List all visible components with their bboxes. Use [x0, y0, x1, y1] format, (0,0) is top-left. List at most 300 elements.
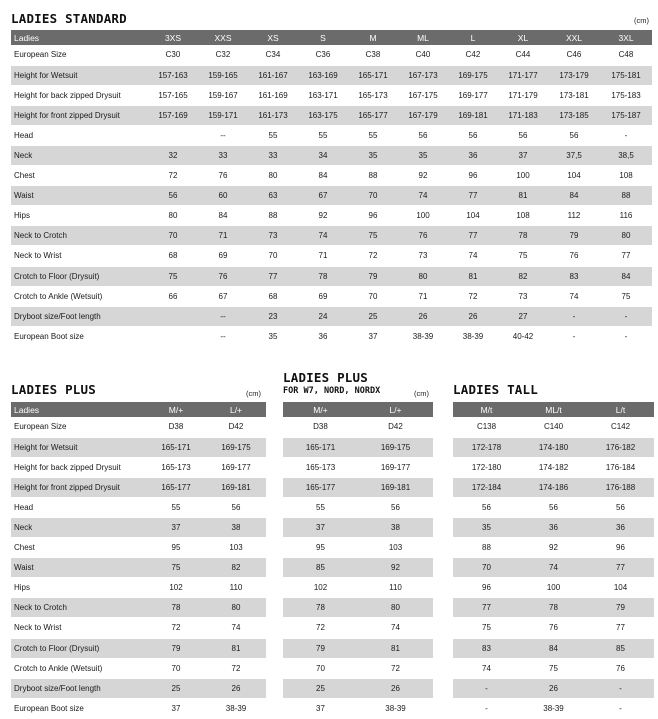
table-cell [148, 125, 198, 145]
table-cell [148, 326, 198, 346]
ladies-standard-title: LADIES STANDARD [11, 11, 127, 26]
table-cell: 67 [298, 186, 348, 206]
table-cell: 26 [398, 306, 448, 326]
column-header: XXS [198, 30, 248, 45]
table-cell: - [600, 125, 652, 145]
table-cell: 35 [248, 326, 298, 346]
table-row [11, 286, 652, 306]
table-cell: 165-173 [283, 457, 358, 477]
table-row [283, 477, 433, 497]
table-cell: - [600, 326, 652, 346]
table-cell: - [587, 698, 654, 718]
table-cell: 38,5 [600, 145, 652, 165]
table-cell: 76 [198, 166, 248, 186]
table-cell: 165-171 [146, 437, 206, 457]
row-label: Height for Wetsuit [11, 65, 148, 85]
table-row [11, 437, 266, 457]
table-cell: 169-177 [448, 85, 498, 105]
table-cell: - [453, 698, 520, 718]
table-cell: 165-177 [348, 105, 398, 125]
table-cell: 81 [498, 186, 548, 206]
table-cell: 37 [498, 145, 548, 165]
table-row [11, 538, 266, 558]
ladies-plus-unit: (cm) [246, 389, 261, 398]
table-cell: 165-171 [348, 65, 398, 85]
table-cell: 40-42 [498, 326, 548, 346]
table-cell: 56 [148, 186, 198, 206]
table-cell: 56 [398, 125, 448, 145]
table-cell: 116 [600, 206, 652, 226]
column-header: XS [248, 30, 298, 45]
table-cell: 26 [206, 678, 266, 698]
table-row [11, 698, 266, 718]
table-cell: 157-169 [148, 105, 198, 125]
table-cell: 56 [520, 497, 587, 517]
table-cell: 167-179 [398, 105, 448, 125]
table-cell: 78 [298, 266, 348, 286]
table-cell: 70 [348, 286, 398, 306]
column-header: XL [498, 30, 548, 45]
row-label: Height for front zipped Drysuit [11, 105, 148, 125]
table-cell: C42 [448, 45, 498, 65]
row-label: Neck to Wrist [11, 246, 148, 266]
table-cell: 161-167 [248, 65, 298, 85]
table-cell: 163-175 [298, 105, 348, 125]
table-cell: 78 [283, 598, 358, 618]
table-row [283, 558, 433, 578]
table-cell: 23 [248, 306, 298, 326]
table-cell: 84 [548, 186, 600, 206]
table-cell: 33 [198, 145, 248, 165]
row-label: Crotch to Ankle (Wetsuit) [11, 658, 146, 678]
table-cell: 60 [198, 186, 248, 206]
table-cell: 157-163 [148, 65, 198, 85]
table-cell: 66 [148, 286, 198, 306]
column-header: L [448, 30, 498, 45]
row-label: European Boot size [11, 698, 146, 718]
table-cell: 72 [448, 286, 498, 306]
table-cell: 55 [146, 497, 206, 517]
table-cell: 74 [358, 618, 433, 638]
table-cell: 104 [548, 166, 600, 186]
table-cell: D42 [206, 417, 266, 437]
table-cell: 73 [498, 286, 548, 306]
table-cell: D38 [283, 417, 358, 437]
row-label: European Boot size [11, 326, 148, 346]
table-cell: C38 [348, 45, 398, 65]
table-cell: 163-171 [298, 85, 348, 105]
table-cell: 55 [248, 125, 298, 145]
table-cell: 84 [198, 206, 248, 226]
row-label: Dryboot size/Foot length [11, 306, 148, 326]
table-cell: 76 [398, 226, 448, 246]
table-cell: 92 [358, 558, 433, 578]
table-row [283, 678, 433, 698]
table-cell: 81 [206, 638, 266, 658]
column-header: ML/t [520, 402, 587, 417]
table-cell: 92 [520, 538, 587, 558]
table-cell: 171-183 [498, 105, 548, 125]
table-cell: 174-182 [520, 457, 587, 477]
table-cell: 172-184 [453, 477, 520, 497]
table-row [453, 497, 654, 517]
table-row [11, 65, 652, 85]
table-cell: 70 [453, 558, 520, 578]
header-row [11, 402, 266, 417]
table-cell: 71 [298, 246, 348, 266]
table-cell: - [453, 678, 520, 698]
table-row [11, 658, 266, 678]
table-cell: 88 [600, 186, 652, 206]
table-cell: 36 [587, 517, 654, 537]
column-header: Ladies [11, 30, 148, 45]
table-cell: C138 [453, 417, 520, 437]
table-cell: 176-182 [587, 437, 654, 457]
table-cell: 169-175 [358, 437, 433, 457]
table-cell: 159-167 [198, 85, 248, 105]
table-cell: 36 [448, 145, 498, 165]
table-cell: 77 [248, 266, 298, 286]
row-label: Waist [11, 558, 146, 578]
table-cell: 167-173 [398, 65, 448, 85]
table-cell: 77 [453, 598, 520, 618]
table-cell: 110 [358, 578, 433, 598]
row-label: Height for back zipped Drysuit [11, 85, 148, 105]
column-header: 3XL [600, 30, 652, 45]
table-cell: 176-188 [587, 477, 654, 497]
ladies-plus-nord-table [283, 402, 433, 719]
table-cell: 175-183 [600, 85, 652, 105]
table-cell: - [587, 678, 654, 698]
table-cell: 63 [248, 186, 298, 206]
table-row [283, 698, 433, 718]
table-row [453, 658, 654, 678]
table-row [453, 417, 654, 437]
table-row [453, 437, 654, 457]
table-cell: - [600, 306, 652, 326]
table-cell: 169-181 [358, 477, 433, 497]
table-cell: 55 [348, 125, 398, 145]
ladies-plus-title: LADIES PLUS [11, 382, 96, 397]
table-cell: 80 [206, 598, 266, 618]
table-cell: D42 [358, 417, 433, 437]
table-cell: 35 [453, 517, 520, 537]
table-row [11, 125, 652, 145]
row-label: European Size [11, 417, 146, 437]
table-cell: 159-171 [198, 105, 248, 125]
table-cell: 169-175 [448, 65, 498, 85]
table-cell: 72 [148, 166, 198, 186]
table-cell: 35 [398, 145, 448, 165]
row-label: Dryboot size/Foot length [11, 678, 146, 698]
table-row [11, 186, 652, 206]
table-row [283, 437, 433, 457]
table-cell: 36 [298, 326, 348, 346]
table-cell: 56 [358, 497, 433, 517]
table-cell: 171-179 [498, 85, 548, 105]
table-cell: 96 [453, 578, 520, 598]
table-cell: 25 [348, 306, 398, 326]
table-cell: 102 [146, 578, 206, 598]
table-cell: 56 [206, 497, 266, 517]
row-label: Neck [11, 145, 148, 165]
table-row [11, 497, 266, 517]
table-row [453, 578, 654, 598]
table-cell: 70 [283, 658, 358, 678]
table-cell: 174-186 [520, 477, 587, 497]
table-cell: 37 [348, 326, 398, 346]
table-row [453, 678, 654, 698]
row-label: Hips [11, 578, 146, 598]
table-row [283, 538, 433, 558]
table-cell: 25 [146, 678, 206, 698]
table-cell: 84 [298, 166, 348, 186]
table-row [11, 45, 652, 65]
table-cell: D38 [146, 417, 206, 437]
table-row [453, 598, 654, 618]
table-cell: 72 [358, 658, 433, 678]
table-cell: 102 [283, 578, 358, 598]
row-label: Waist [11, 186, 148, 206]
table-cell: 108 [498, 206, 548, 226]
table-cell: 24 [298, 306, 348, 326]
table-cell: 37 [146, 698, 206, 718]
column-header: S [298, 30, 348, 45]
table-row [11, 457, 266, 477]
table-cell: -- [198, 306, 248, 326]
table-cell: 56 [448, 125, 498, 145]
table-cell: 103 [206, 538, 266, 558]
table-cell: 75 [498, 246, 548, 266]
table-cell: 169-181 [206, 477, 266, 497]
table-row [11, 598, 266, 618]
table-cell: C46 [548, 45, 600, 65]
table-cell: 161-173 [248, 105, 298, 125]
table-cell: 175-187 [600, 105, 652, 125]
table-cell: 72 [283, 618, 358, 638]
table-cell: 56 [548, 125, 600, 145]
table-cell: 26 [358, 678, 433, 698]
table-cell: 25 [283, 678, 358, 698]
table-cell: 176-184 [587, 457, 654, 477]
table-cell: 165-173 [348, 85, 398, 105]
table-cell: 169-181 [448, 105, 498, 125]
table-cell: 80 [148, 206, 198, 226]
table-cell: 55 [283, 497, 358, 517]
table-cell: 167-175 [398, 85, 448, 105]
table-row [11, 678, 266, 698]
table-cell: 165-171 [283, 437, 358, 457]
table-row [283, 457, 433, 477]
table-cell: 74 [398, 186, 448, 206]
table-cell: 55 [298, 125, 348, 145]
table-cell: 80 [358, 598, 433, 618]
table-cell: 34 [298, 145, 348, 165]
table-cell: C36 [298, 45, 348, 65]
table-cell: 82 [498, 266, 548, 286]
table-cell: C142 [587, 417, 654, 437]
table-cell: 74 [298, 226, 348, 246]
table-cell: 56 [587, 497, 654, 517]
table-cell: 163-169 [298, 65, 348, 85]
table-row [11, 145, 652, 165]
header-row [283, 402, 433, 417]
table-cell: 79 [146, 638, 206, 658]
table-cell: 70 [348, 186, 398, 206]
table-row [11, 85, 652, 105]
table-cell: 83 [548, 266, 600, 286]
table-cell: 75 [146, 558, 206, 578]
table-cell: 36 [520, 517, 587, 537]
row-label: Chest [11, 166, 148, 186]
table-row [11, 266, 652, 286]
ladies-plus-nord-title: LADIES PLUS [283, 370, 368, 385]
table-cell: 80 [248, 166, 298, 186]
table-cell: 84 [600, 266, 652, 286]
table-cell: 92 [298, 206, 348, 226]
table-cell: 169-175 [206, 437, 266, 457]
table-cell: 26 [448, 306, 498, 326]
table-cell: 79 [548, 226, 600, 246]
table-cell: 173-181 [548, 85, 600, 105]
ladies-tall-title: LADIES TALL [453, 382, 538, 397]
table-row [283, 618, 433, 638]
table-cell: 81 [358, 638, 433, 658]
table-row [11, 226, 652, 246]
table-cell: 96 [587, 538, 654, 558]
table-cell: C32 [198, 45, 248, 65]
row-label: Neck to Crotch [11, 598, 146, 618]
column-header: L/+ [206, 402, 266, 417]
table-row [11, 477, 266, 497]
table-row [11, 618, 266, 638]
table-cell: 83 [453, 638, 520, 658]
table-cell: 169-177 [358, 457, 433, 477]
row-label: Crotch to Ankle (Wetsuit) [11, 286, 148, 306]
table-cell: 85 [283, 558, 358, 578]
table-cell: 38-39 [448, 326, 498, 346]
table-row [11, 417, 266, 437]
table-cell: 100 [520, 578, 587, 598]
table-cell: 165-177 [146, 477, 206, 497]
ladies-tall-table [453, 402, 654, 719]
table-cell: 100 [498, 166, 548, 186]
table-cell: 81 [448, 266, 498, 286]
table-cell: 88 [248, 206, 298, 226]
header-row [453, 402, 654, 417]
table-cell: 68 [148, 246, 198, 266]
table-cell: 77 [448, 226, 498, 246]
table-cell: 75 [520, 658, 587, 678]
table-cell: 68 [248, 286, 298, 306]
table-row [11, 246, 652, 266]
table-cell: 77 [448, 186, 498, 206]
table-cell: 67 [198, 286, 248, 306]
table-cell: 171-177 [498, 65, 548, 85]
row-label: Height for Wetsuit [11, 437, 146, 457]
table-cell: 74 [520, 558, 587, 578]
table-row [11, 306, 652, 326]
table-cell: 70 [148, 226, 198, 246]
table-cell: 37 [283, 517, 358, 537]
table-cell: 38 [358, 517, 433, 537]
table-cell: 74 [453, 658, 520, 678]
table-cell: -- [198, 125, 248, 145]
table-cell: 96 [348, 206, 398, 226]
table-row [283, 417, 433, 437]
table-cell [148, 306, 198, 326]
table-cell: 38-39 [398, 326, 448, 346]
table-cell: 100 [398, 206, 448, 226]
table-row [453, 558, 654, 578]
table-row [283, 517, 433, 537]
table-cell: 26 [520, 678, 587, 698]
table-cell: - [548, 306, 600, 326]
table-row [453, 618, 654, 638]
table-cell: 165-177 [283, 477, 358, 497]
table-cell: 56 [453, 497, 520, 517]
table-cell: 71 [198, 226, 248, 246]
table-cell: 74 [206, 618, 266, 638]
table-cell: 69 [198, 246, 248, 266]
table-cell: C140 [520, 417, 587, 437]
table-cell: 75 [600, 286, 652, 306]
table-cell: 74 [448, 246, 498, 266]
table-cell: 74 [548, 286, 600, 306]
table-cell: 38-39 [520, 698, 587, 718]
table-row [11, 517, 266, 537]
column-header: ML [398, 30, 448, 45]
row-label: Neck [11, 517, 146, 537]
table-cell: 70 [248, 246, 298, 266]
table-cell: 76 [198, 266, 248, 286]
table-cell: 75 [148, 266, 198, 286]
table-cell: -- [198, 326, 248, 346]
table-cell: 38 [206, 517, 266, 537]
table-row [283, 497, 433, 517]
table-cell: - [548, 326, 600, 346]
table-cell: 75 [348, 226, 398, 246]
row-label: Neck to Crotch [11, 226, 148, 246]
table-cell: C40 [398, 45, 448, 65]
table-cell: C44 [498, 45, 548, 65]
table-cell: C34 [248, 45, 298, 65]
table-row [11, 558, 266, 578]
table-cell: 72 [348, 246, 398, 266]
table-row [453, 538, 654, 558]
row-label: Chest [11, 538, 146, 558]
row-label: Neck to Wrist [11, 618, 146, 638]
table-cell: C48 [600, 45, 652, 65]
table-cell: 78 [520, 598, 587, 618]
table-cell: 84 [520, 638, 587, 658]
table-cell: 108 [600, 166, 652, 186]
table-cell: 161-169 [248, 85, 298, 105]
table-cell: 71 [398, 286, 448, 306]
table-cell: 174-180 [520, 437, 587, 457]
table-cell: 73 [398, 246, 448, 266]
table-cell: 104 [448, 206, 498, 226]
table-cell: 72 [206, 658, 266, 678]
table-row [11, 206, 652, 226]
table-cell: 165-173 [146, 457, 206, 477]
table-cell: 96 [448, 166, 498, 186]
table-cell: C30 [148, 45, 198, 65]
table-row [11, 638, 266, 658]
table-cell: 37 [146, 517, 206, 537]
table-cell: 76 [587, 658, 654, 678]
table-cell: 77 [587, 558, 654, 578]
